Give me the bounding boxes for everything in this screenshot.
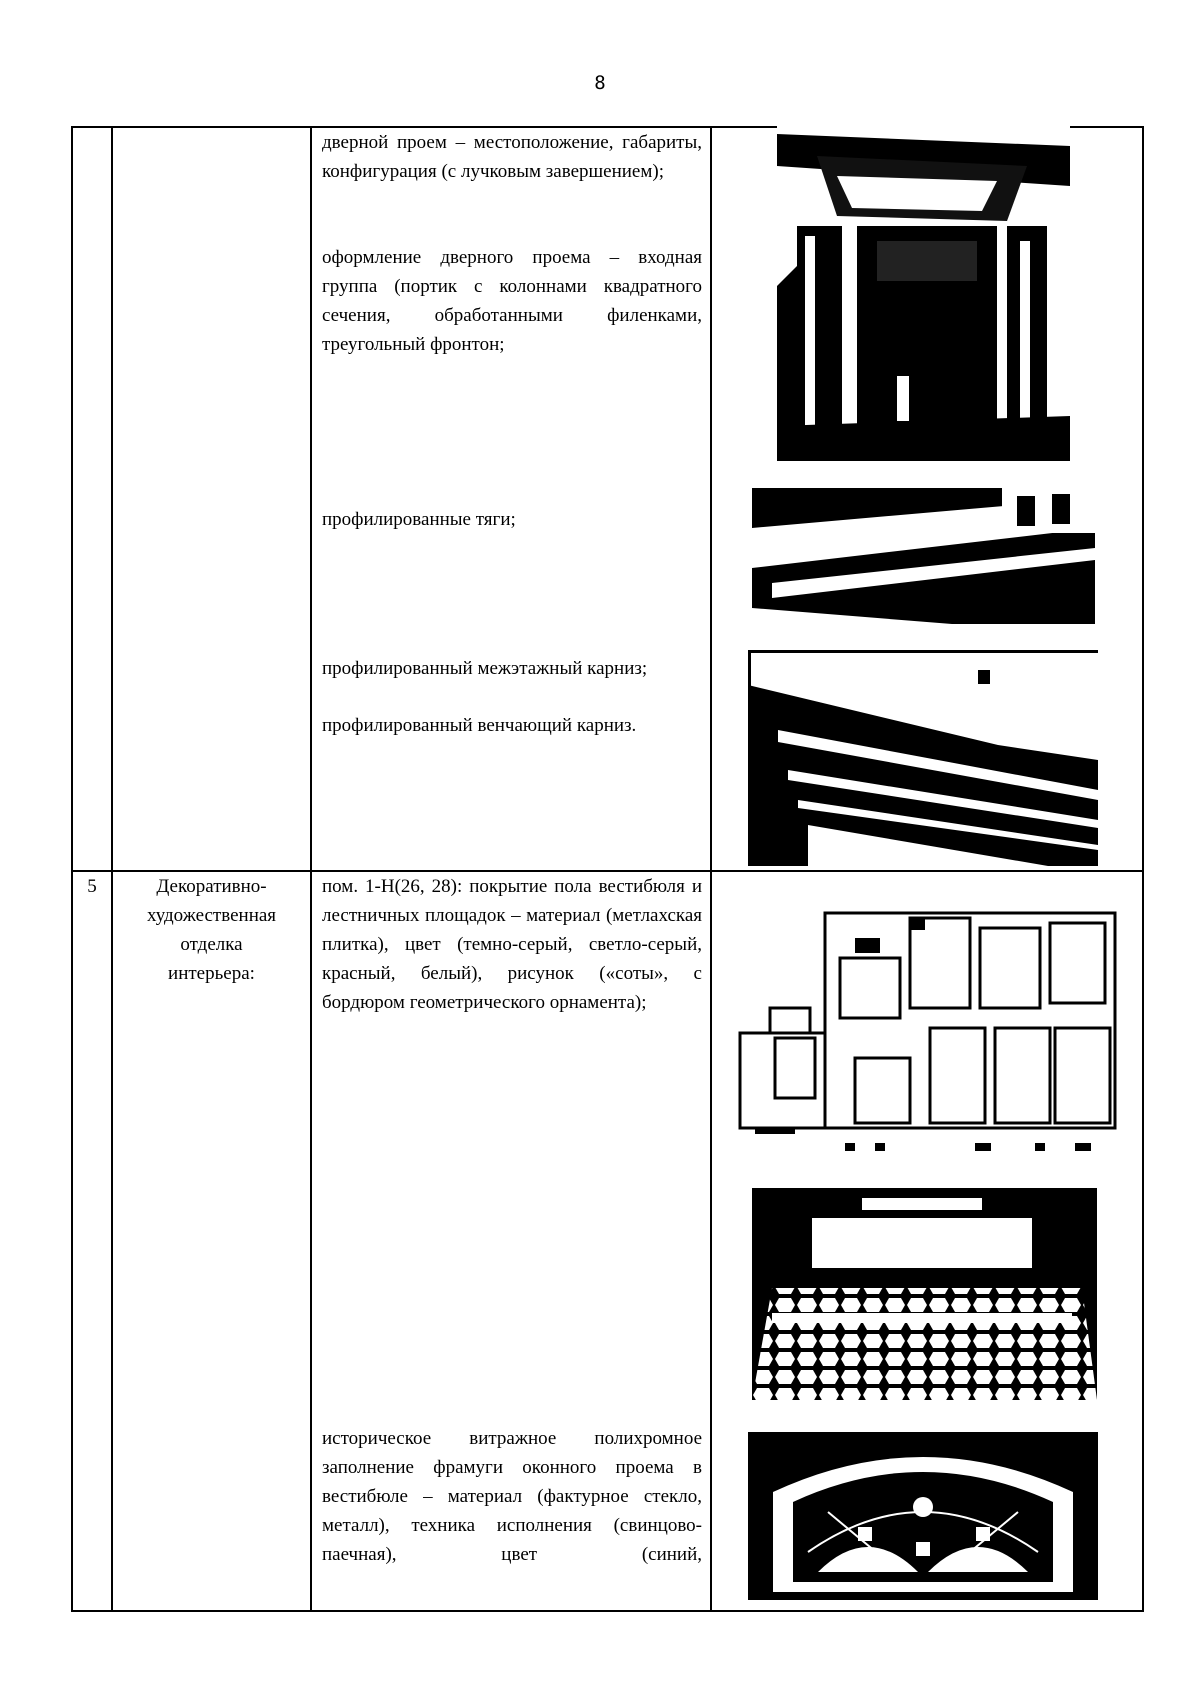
col-divider-3 [710,126,712,1612]
text-door-opening: дверной проем – местоположение, габариты, конфигурация (с лучковым завершением); [322,132,702,182]
moulding-photo [752,488,1095,624]
text-stained-glass: историческое витражное полихромное заполнение фрамуги оконного проема в вестибюле – материал (фактурное стекло, металл), техника исполнения (свинцово-паечная), цвет (синий, [322,1428,702,1565]
text-crowning-cornice: профилированный венчающий карниз. [322,715,637,736]
text-door-decoration: оформление дверного проема – входная группа (портик с колоннами квадратного сечения, обработанными филенками, треугольный фронтон; [322,247,702,355]
portico-photo [777,126,1070,461]
cornice-photo [748,650,1098,866]
col-divider-1 [111,126,113,1612]
row-title-line: художественная [146,905,277,926]
page-number: 8 [594,72,606,94]
stained-glass-photo [748,1432,1098,1600]
text-floor-covering: пом. 1-Н(26, 28): покрытие пола вестибюля и лестничных площадок – материал (метлахская плитка), цвет (темно-серый, светло-серый, красный, белый), рисунок («соты», с бордюром геометрического орнамента); [322,876,702,1013]
row-title-line: интерьера: [168,963,255,984]
floor-plan [735,898,1135,1156]
row-title-line: Декоративно- [156,876,267,897]
text-moulding: профилированные тяги; [322,509,516,530]
row-title [113,872,310,988]
tile-floor-photo [752,1188,1097,1400]
row-title-line: отделка [180,934,243,955]
text-interfloor-cornice: профилированный межэтажный карниз; [322,658,648,679]
col-divider-2 [310,126,312,1612]
row-number: 5 [87,876,97,897]
